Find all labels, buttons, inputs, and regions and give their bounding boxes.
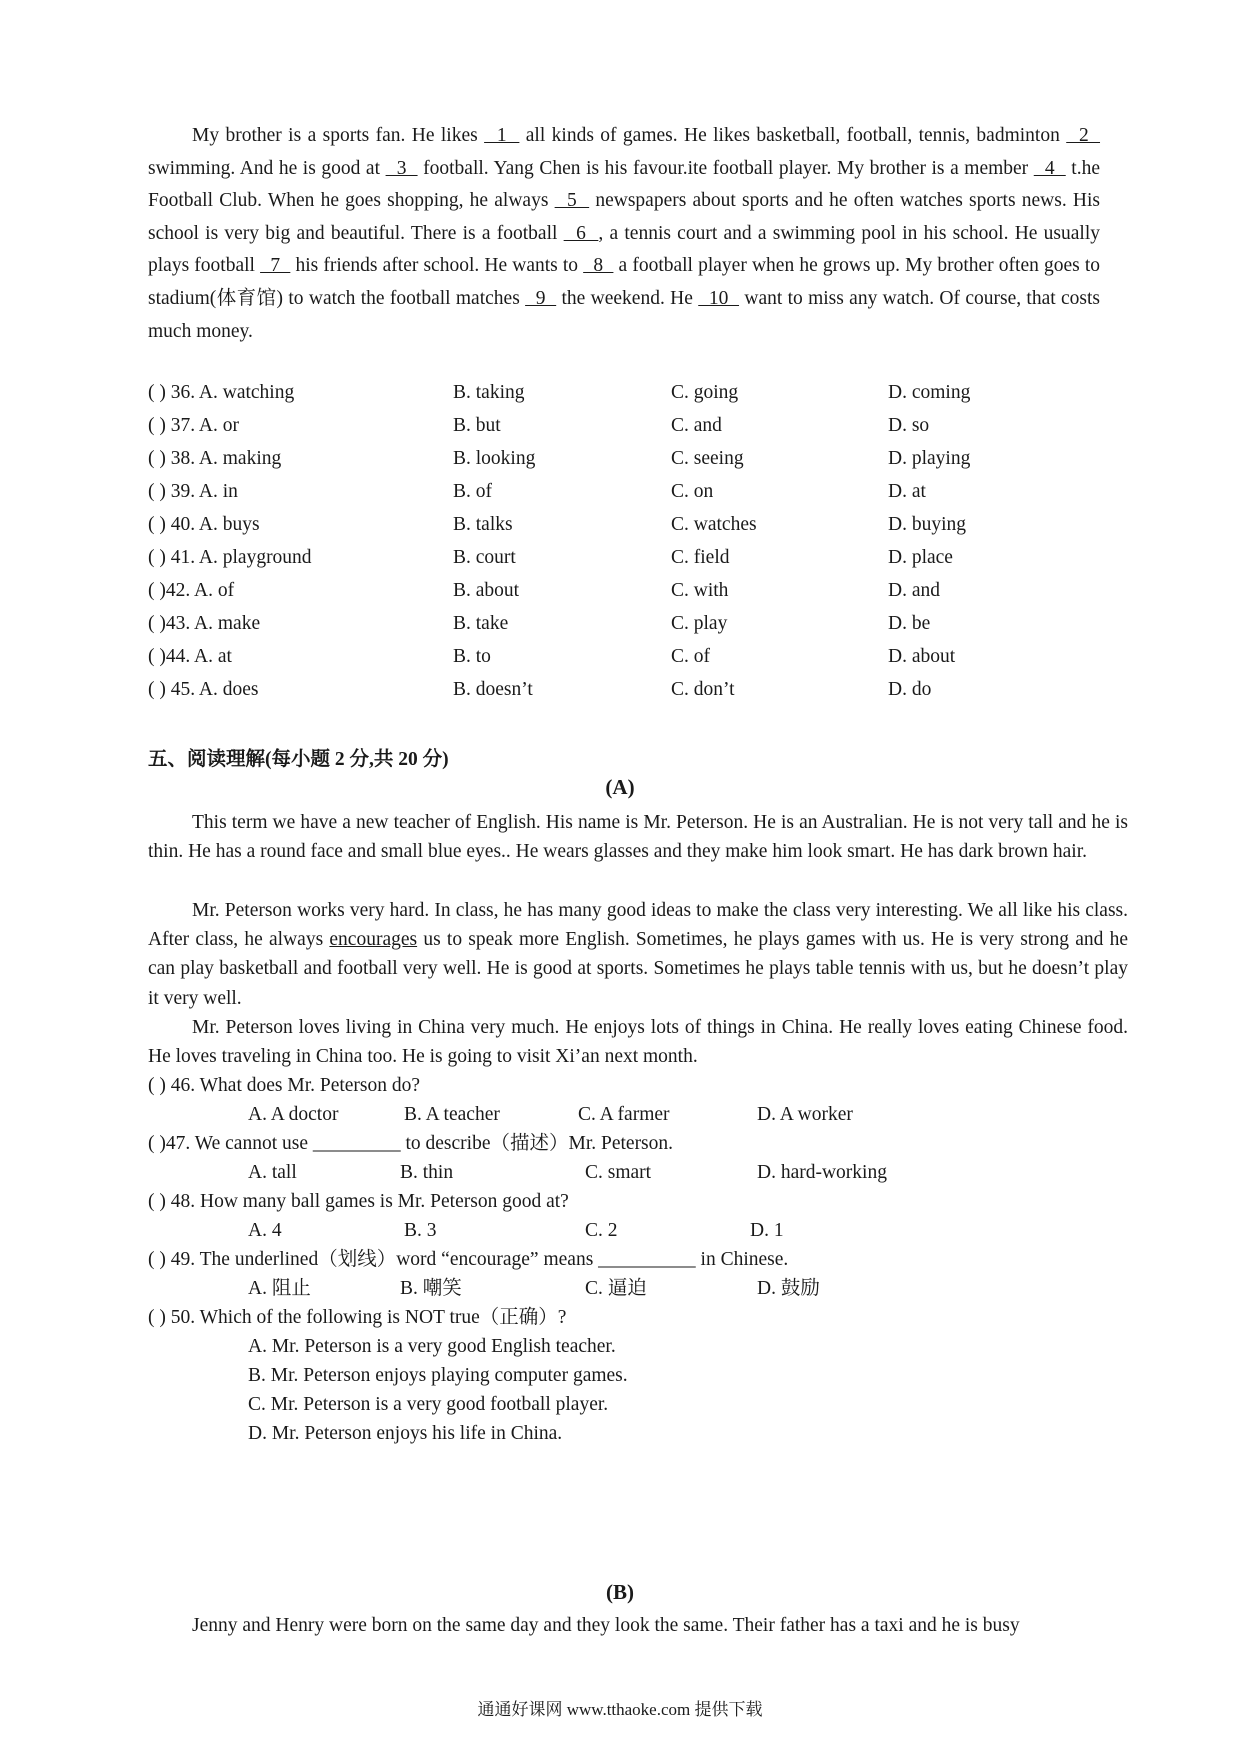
option-d: D. be (888, 613, 931, 634)
option-d: D. do (888, 679, 932, 700)
option-b: B. take (453, 613, 509, 634)
option-c: C. don’t (671, 679, 735, 700)
option-b: B. Mr. Peterson enjoys playing computer games. (248, 1365, 628, 1386)
option-d: D. Mr. Peterson enjoys his life in China. (248, 1423, 563, 1444)
option-c: C. watches (671, 514, 757, 535)
page-footer: 通通好课网 www.tthaoke.com 提供下载 (477, 1700, 763, 1719)
option-d: D. 鼓励 (757, 1278, 820, 1299)
paragraph-text: Mr. Peterson works very hard. In class, he has many good ideas to make the class very interesting. We all like his class. After class, he always (148, 900, 1128, 951)
question-stem: ( ) 38. A. making (148, 448, 282, 469)
cloze-text: want to miss any watch. Of course, that costs much money. (148, 287, 1100, 342)
option-a: A. tall (248, 1162, 297, 1183)
passage-a-paragraph-1: This term we have a new teacher of English. His name is Mr. Peterson. He is an Australian. He is not very tall and he is thin. He has a round face and small blue eyes.. He wears glasses and they make him look smart. He has dark brown hair. (148, 812, 1128, 863)
option-d: D. coming (888, 382, 971, 403)
question-stem: ( ) 40. A. buys (148, 514, 260, 535)
option-b: B. about (453, 580, 520, 601)
cloze-blank: 1 (484, 125, 520, 146)
underlined-word: encourages (329, 929, 418, 951)
question-stem: ( )44. A. at (148, 646, 232, 667)
question-stem: ( )42. A. of (148, 580, 235, 601)
option-c: C. with (671, 580, 729, 601)
option-b: B. talks (453, 514, 513, 535)
cloze-blank: 8 (583, 255, 614, 277)
option-a: A. A doctor (248, 1104, 339, 1125)
cloze-text: t.he Football Club. When he goes shopping, he always (148, 157, 1101, 212)
option-b: B. thin (400, 1162, 454, 1183)
cloze-text: , a tennis court and a swimming pool in his school. He usually plays football (148, 222, 1101, 277)
cloze-blank: 2 (1066, 125, 1101, 146)
option-a: A. 阻止 (248, 1278, 311, 1299)
option-c: C. on (671, 481, 714, 502)
cloze-text: newspapers about sports and he often watches sports news. His school is very big and beautiful. There is a football (148, 190, 1100, 244)
option-b: B. 嘲笑 (400, 1278, 462, 1299)
option-d: D. so (888, 415, 930, 436)
option-d: D. at (888, 481, 926, 502)
question-stem: ( ) 41. A. playground (148, 547, 312, 568)
cloze-text: swimming. And he is good at (148, 157, 386, 179)
question-49-stem: ( ) 49. The underlined（划线）word “encourage” means __________ in Chinese. (148, 1249, 789, 1270)
option-b: B. but (453, 415, 501, 436)
section-heading: 五、阅读理解(每小题 2 分,共 20 分) (148, 749, 449, 770)
question-stem: ( ) 37. A. or (148, 415, 239, 436)
question-48-stem: ( ) 48. How many ball games is Mr. Peterson good at? (148, 1191, 569, 1212)
option-c: C. field (671, 547, 730, 568)
option-c: C. Mr. Peterson is a very good football player. (248, 1394, 609, 1415)
option-b: B. court (453, 547, 516, 568)
question-stem: ( )43. A. make (148, 613, 261, 634)
cloze-text: My brother is a sports fan. He likes (192, 125, 485, 146)
cloze-blank: 10 (698, 287, 740, 309)
option-b: B. of (453, 481, 492, 502)
option-b: B. taking (453, 382, 525, 403)
passage-a-label: (A) (605, 775, 635, 799)
passage-b-label: (B) (606, 1580, 634, 1604)
option-d: D. place (888, 547, 953, 568)
cloze-blank: 5 (554, 190, 590, 212)
question-46-stem: ( ) 46. What does Mr. Peterson do? (148, 1075, 421, 1096)
question-stem: ( ) 45. A. does (148, 679, 259, 700)
option-d: D. playing (888, 448, 971, 469)
option-a: A. Mr. Peterson is a very good English teacher. (248, 1336, 616, 1357)
option-b: B. looking (453, 448, 536, 469)
cloze-text: all kinds of games. He likes basketball, football, tennis, badminton (519, 125, 1067, 146)
option-d: D. and (888, 580, 940, 601)
option-c: C. seeing (671, 448, 744, 469)
option-b: B. 3 (404, 1220, 437, 1241)
cloze-passage (148, 120, 1100, 348)
option-c: C. A farmer (578, 1104, 670, 1125)
cloze-text: his friends after school. He wants to (290, 255, 584, 277)
question-stem: ( ) 39. A. in (148, 481, 238, 502)
option-b: B. to (453, 646, 491, 667)
option-d: D. 1 (750, 1220, 784, 1241)
option-b: B. doesn’t (453, 679, 533, 700)
option-a: A. 4 (248, 1220, 282, 1241)
cloze-blank: 4 (1033, 157, 1066, 179)
question-50-stem: ( ) 50. Which of the following is NOT true（正确）? (148, 1307, 567, 1328)
cloze-text: the weekend. He (556, 287, 699, 309)
question-47-stem: ( )47. We cannot use _________ to describe（描述）Mr. Peterson. (148, 1133, 674, 1154)
option-d: D. about (888, 646, 956, 667)
option-c: C. and (671, 415, 722, 436)
option-d: D. buying (888, 514, 966, 535)
cloze-text: a football player when he grows up. My brother often goes to stadium(体育馆) to watch the football matches (148, 255, 1101, 309)
cloze-blank: 6 (563, 222, 599, 244)
passage-b-paragraph-1: Jenny and Henry were born on the same day and they look the same. Their father has a taxi and he is busy (192, 1615, 1020, 1636)
passage-a-paragraph-2 (148, 896, 1128, 1013)
option-d: D. hard-working (757, 1162, 887, 1183)
paragraph-text: us to speak more English. Sometimes, he plays games with us. He is very strong and he can play basketball and football very well. He is good at sports. Sometimes he plays table tennis with us, but he doesn’t play it very well. (148, 929, 1128, 1009)
option-c: C. 2 (585, 1220, 618, 1241)
passage-a-paragraph-3: Mr. Peterson loves living in China very much. He enjoys lots of things in China. He really loves eating Chinese food. He loves traveling in China too. He is going to visit Xi’an next month. (148, 1017, 1128, 1068)
cloze-blank: 9 (525, 287, 557, 309)
cloze-blank: 7 (260, 255, 291, 277)
option-c: C. of (671, 646, 710, 667)
cloze-blank: 3 (385, 157, 418, 179)
option-b: B. A teacher (404, 1104, 500, 1125)
question-stem: ( ) 36. A. watching (148, 382, 295, 403)
option-c: C. smart (585, 1162, 652, 1183)
option-c: C. going (671, 382, 739, 403)
option-d: D. A worker (757, 1104, 853, 1125)
cloze-text: football. Yang Chen is his favour.ite football player. My brother is a member (417, 157, 1034, 179)
option-c: C. 逼迫 (585, 1278, 647, 1299)
option-c: C. play (671, 613, 728, 634)
